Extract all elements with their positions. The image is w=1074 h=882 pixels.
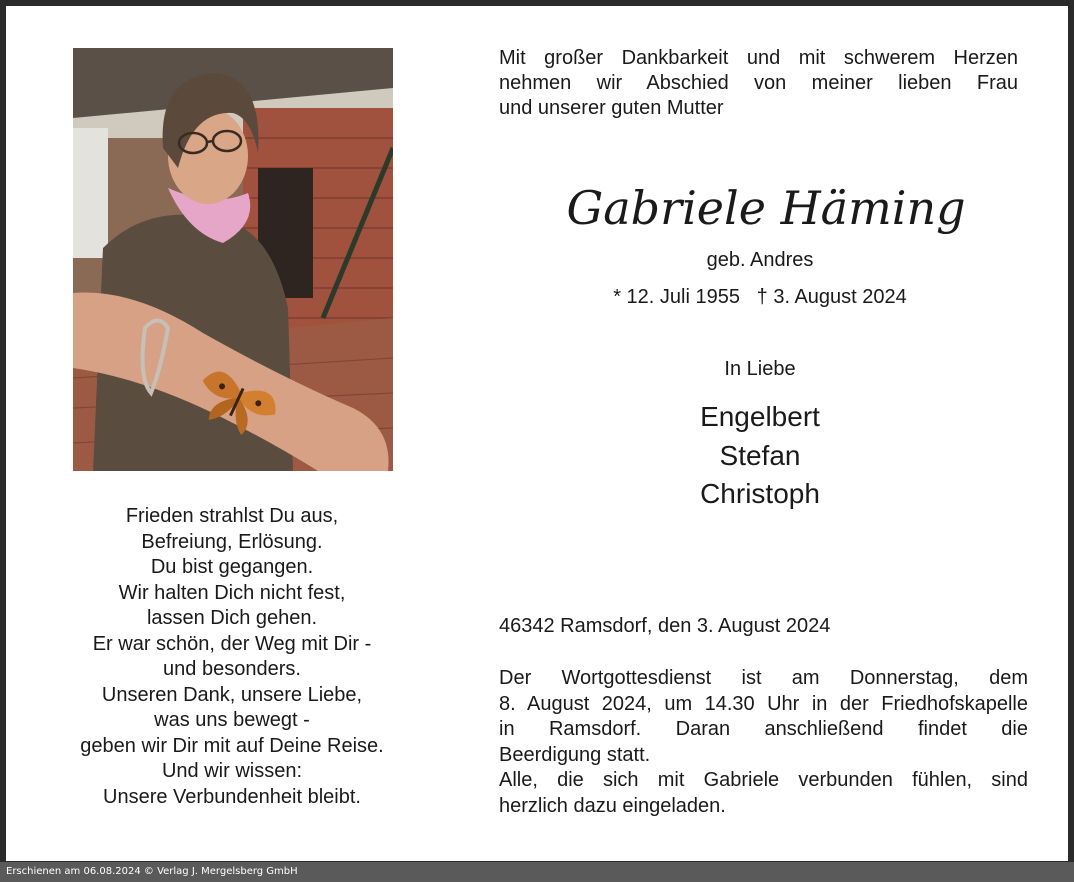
service-line: Der Wortgottesdienst ist am Donnerstag, dem bbox=[499, 667, 1028, 689]
intro-line: nehmen wir Abschied von meiner lieben Frau bbox=[499, 72, 1018, 94]
poem-line: was uns bewegt - bbox=[154, 709, 310, 731]
poem-line: Du bist gegangen. bbox=[150, 556, 314, 578]
maiden-name: geb. Andres bbox=[706, 249, 814, 271]
poem-line: Frieden strahlst Du aus, bbox=[125, 505, 339, 527]
life-dates: * 12. Juli 1955 † 3. August 2024 bbox=[613, 286, 907, 308]
mourners-heading: In Liebe bbox=[724, 358, 796, 380]
service-line: 8. August 2024, um 14.30 Uhr in der Friedhofskapelle bbox=[499, 692, 1028, 715]
poem-line: Er war schön, der Weg mit Dir - bbox=[92, 632, 372, 655]
poem-line: Und wir wissen: bbox=[161, 760, 303, 782]
poem-line: Befreiung, Erlösung. bbox=[141, 530, 323, 553]
intro-line: und unserer guten Mutter bbox=[499, 97, 724, 119]
deceased-name bbox=[566, 168, 966, 248]
mourner-name: Stefan bbox=[719, 439, 801, 471]
intro-line: Mit großer Dankbarkeit und mit schwerem Herzen bbox=[499, 47, 1018, 69]
place-date: 46342 Ramsdorf, den 3. August 2024 bbox=[499, 615, 831, 637]
portrait-photo bbox=[73, 48, 393, 471]
deceased-name-text: Gabriele Häming bbox=[566, 181, 966, 235]
poem-line: lassen Dich gehen. bbox=[146, 607, 318, 629]
poem bbox=[36, 504, 428, 810]
service-line: herzlich dazu eingeladen. bbox=[499, 794, 726, 817]
poem-line: Unseren Dank, unsere Liebe, bbox=[101, 683, 363, 706]
poem-line: Wir halten Dich nicht fest, bbox=[118, 581, 346, 604]
mourners-list bbox=[510, 398, 1010, 514]
mourner-name: Christoph bbox=[700, 478, 820, 509]
poem-line: und besonders. bbox=[163, 658, 301, 680]
service-line: Alle, die sich mit Gabriele verbunden fühlen, sind bbox=[499, 769, 1028, 791]
service-line: Beerdigung statt. bbox=[499, 743, 651, 766]
service-info bbox=[499, 666, 1028, 819]
poem-line: geben wir Dir mit auf Deine Reise. bbox=[80, 734, 384, 757]
obituary-card bbox=[6, 6, 1068, 861]
intro-text bbox=[499, 46, 1018, 121]
publication-footer: Erschienen am 06.08.2024 © Verlag J. Mergelsberg GmbH bbox=[0, 862, 1074, 882]
poem-line: Unsere Verbundenheit bleibt. bbox=[103, 785, 361, 808]
mourner-name: Engelbert bbox=[700, 401, 820, 432]
service-line: in Ramsdorf. Daran anschließend findet die bbox=[499, 718, 1028, 740]
